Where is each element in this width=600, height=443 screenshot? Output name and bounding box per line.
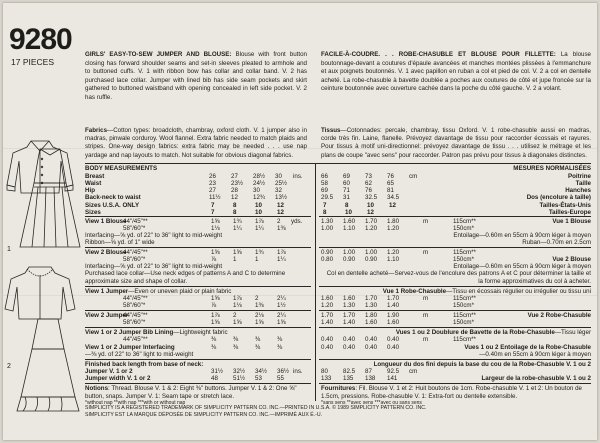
value-cell: 27 [231, 173, 238, 180]
fabric-width: 58"/60"* [123, 256, 146, 263]
value-cell: 62 [365, 180, 372, 187]
size-cell: 12 [367, 209, 374, 216]
view1-blouse-label: View 1 Blouse [85, 218, 127, 225]
yardage-cell: ⅜ [255, 344, 261, 351]
value-cell: 23½ [231, 180, 244, 187]
unit-cell: m [423, 312, 429, 319]
value-cell: 76 [387, 173, 394, 180]
rule [319, 383, 591, 384]
rule [85, 327, 311, 328]
size-cell: 12 [277, 202, 284, 209]
entoilage-robe-label: Vues 1 ou 2 Entoilage de la Robe-Chasuble [464, 344, 591, 351]
meter-cell: 0.40 [365, 336, 378, 343]
description-fr [321, 51, 591, 94]
value-cell: 28½ [253, 173, 266, 180]
unit-cell: yds. [291, 218, 303, 225]
meter-cell: 1.40 [321, 319, 334, 326]
piece-count: 17 PIECES [11, 57, 54, 67]
fabrics-text-en: —Cotton types: broadcloth, chambray, oxford cloth. V. 1 jumper also in madras, pinwale corduroy. Wool flannel. Extra fabric needed to match plaids and stripes. One-way design fabrics: extra fabric may be needed . . . use nap yardage and nap layouts to match. Not suitable for obvious diagonal fabrics. [85, 127, 307, 159]
value-cell: 60 [343, 180, 350, 187]
rule [85, 247, 311, 248]
rule [319, 310, 591, 311]
unit-cell: m [423, 218, 429, 225]
length-cell: 51½ [233, 375, 246, 382]
size-cell: 12 [389, 202, 396, 209]
meas-label: Hip [85, 187, 95, 194]
yardage-cell: 1⅝ [211, 249, 220, 256]
meter-cell: 0.40 [387, 336, 400, 343]
table-top-rule [85, 163, 591, 164]
value-cell: 13½ [275, 194, 288, 201]
yardage-cell: 1¾ [233, 218, 242, 225]
meter-cell: 1.40 [343, 319, 356, 326]
vue1-blouse-label: Vue 1 Blouse [552, 218, 591, 225]
yardage-cell: 1⅞ [255, 218, 264, 225]
meter-cell: 1.60 [343, 295, 356, 302]
notions-text-en: : Thread. Blouse V. 1 & 2: Eight ⅜" buttons. Jumper V. 1 & 2: One ⅝" button, snaps. Jumper V. 1: Seam tape or stretch lace. [85, 385, 297, 400]
description-en [85, 51, 307, 103]
body-measurements-heading: BODY MEASUREMENTS [85, 165, 158, 172]
fabric-width: 115cm** [453, 218, 476, 225]
meter-cell: 1.60 [321, 295, 334, 302]
meter-cell: 1.20 [387, 249, 400, 256]
view1-jumper-line [85, 288, 231, 296]
meter-cell: 1.70 [343, 312, 356, 319]
meter-cell: 1.20 [321, 302, 334, 309]
view1-jumper-label: View 1 Jumper [85, 288, 129, 295]
meter-cell: 0.40 [321, 336, 334, 343]
pattern-number: 9280 [9, 23, 72, 56]
fabric-width: 115cm** [453, 249, 476, 256]
fabrics-text-fr: —Cotonnades: percale, chambray, tissu Oxford. V. 1 robe-chasuble aussi en madras, corde très fin. Laine, flanelle. Prévoyez davantage de tissu pour raccorder écossais et rayures. Pour tissus à motif uni-directionnel: prévoyez davantage de tissu . . . utilisez le métrage et les plans de coupe "avec sens" pour raccorder. Patron pas prévu pour tissus à diagonales distinctes. [321, 127, 591, 159]
yardage-cell: 2¼ [277, 312, 286, 319]
copyright-line-en: SIMPLICITY IS A REGISTERED TRADEMARK OF SIMPLICITY PATTERN CO. INC.—PRINTED IN U.S.A. © 1989 SIMPLICITY PATTERN CO. INC. [85, 405, 427, 411]
yardage-cell: 1 [233, 256, 237, 263]
doublure-label: Vues 1 ou 2 Doublure de Bavette de la Robe-Chasuble [395, 329, 555, 336]
fournitures-text: : Fil. Blouse V. 1 et 2: Huit boutons de 1cm. Robe-chasuble V. 1 et 2: Un bouton de 1.5cm, pressions. Robe-chasuble V. 1: Extra-fort ou dentelle extensible. [321, 385, 582, 400]
notions-label-en: Notions [85, 385, 109, 392]
rule [85, 383, 311, 384]
length-cell: 133 [321, 375, 332, 382]
length-cell: 55 [277, 375, 284, 382]
sizes-usa-label-fr: Tailles-États-Unis [539, 202, 591, 209]
value-cell: 58 [321, 180, 328, 187]
fabric-width: 44"/45"** [123, 312, 148, 319]
yardage-cell: 1⅞ [277, 249, 286, 256]
unit-cell: cm [409, 173, 418, 180]
vue1-robe-note: —Tissu en écossais régulier ou irrégulier ou tissu uni [446, 288, 591, 295]
yardage-cell: 1⅛ [233, 302, 242, 309]
fabrics-label-fr: Tissus [321, 127, 341, 134]
meter-cell: 1.80 [387, 218, 400, 225]
fabric-width: 44"/45"** [123, 249, 148, 256]
pattern-envelope-back [3, 3, 597, 440]
meter-cell: 1.90 [387, 312, 400, 319]
meas-label: Dos (encolure à taille) [526, 194, 591, 201]
length-cell: 138 [365, 375, 376, 382]
yardage-cell: 1⅜ [277, 225, 286, 232]
meter-cell: 1.20 [365, 225, 378, 232]
unit-cell: ins. [293, 368, 303, 375]
meter-cell: 1.10 [343, 225, 356, 232]
size-cell: 7 [211, 209, 215, 216]
yardage-cell: 1⅜ [255, 302, 264, 309]
meter-cell: 0.40 [343, 344, 356, 351]
bib-lining-label: View 1 or 2 Jumper Bib Lining [85, 329, 174, 336]
meas-label: Breast [85, 173, 105, 180]
unit-cell: m [423, 295, 429, 302]
jumper-view1-illustration [13, 143, 87, 253]
yardage-cell: 1¼ [233, 225, 242, 232]
meter-cell: 0.40 [343, 336, 356, 343]
length-cell: 32½ [233, 368, 246, 375]
rule [319, 216, 591, 217]
meter-cell: 1.30 [343, 302, 356, 309]
copyright-line-fr: SIMPLICITY EST LA MARQUE DÉPOSÉE DE SIMPLICITY PATTERN CO. INC.—IMPRIMÉ AUX É.-U. [85, 411, 323, 418]
view2-lace-collar: Purchased lace collar—Use neck edges of patterns A and C to determine approximate size and shape of collar. [85, 270, 286, 285]
fabric-width: 150cm* [453, 319, 474, 326]
value-cell: 81 [387, 187, 394, 194]
value-cell: 28 [231, 187, 238, 194]
meter-cell: 1.70 [321, 312, 334, 319]
meter-cell: 1.60 [343, 218, 356, 225]
yardage-cell: 2 [233, 312, 237, 319]
yardage-cell: 1⅝ [233, 249, 242, 256]
meas-label: Hanches [565, 187, 591, 194]
yardage-cell: 1¼ [277, 256, 286, 263]
unit-cell: m [423, 336, 429, 343]
fabrics-en [85, 127, 307, 160]
meter-cell: 1.30 [321, 218, 334, 225]
value-cell: 69 [321, 187, 328, 194]
meter-cell: 0.40 [321, 344, 334, 351]
meas-label: Poitrine [567, 173, 591, 180]
size-cell: 8 [323, 209, 327, 216]
yardage-cell: 1⅝ [211, 319, 220, 326]
size-cell: 10 [255, 209, 262, 216]
value-cell: 12¾ [253, 194, 266, 201]
size-cell: 8 [345, 202, 349, 209]
column-divider [315, 163, 316, 401]
value-cell: 66 [321, 173, 328, 180]
fabric-width: 44"/45"** [123, 336, 148, 343]
yardage-cell: ⅜ [211, 336, 217, 343]
yardage-cell: 1⅝ [211, 295, 220, 302]
yardage-cell: 1½ [277, 302, 286, 309]
view2-blouse-label: View 2 Blouse [85, 249, 127, 256]
yardage-cell: 1⅝ [233, 319, 242, 326]
value-cell: 30 [275, 173, 282, 180]
header-en: GIRLS' EASY-TO-SEW JUMPER AND BLOUSE: [85, 51, 232, 58]
rule [319, 327, 591, 328]
fabric-width: 115cm** [453, 336, 476, 343]
yardage-cell: 2⅛ [255, 312, 264, 319]
view1-interfacing: Interfacing—⅝ yd. of 22" to 36" light to mid-weight [85, 232, 223, 239]
value-cell: 12 [231, 194, 238, 201]
fabrics-label-en: Fabrics [85, 127, 108, 134]
yardage-cell: ⅜ [277, 336, 283, 343]
meter-cell: 0.40 [365, 344, 378, 351]
size-cell: 7 [323, 202, 327, 209]
copyright-footer [85, 405, 426, 419]
yardage-cell: 1⅞ [233, 295, 242, 302]
value-cell: 25½ [275, 180, 288, 187]
yardage-cell: ⅞ [211, 256, 217, 263]
nap-legend-en: *without nap **with nap ***with or without nap [85, 400, 186, 406]
meter-cell: 1.20 [387, 225, 400, 232]
value-cell: 76 [365, 187, 372, 194]
longueur-heading: Longueur du dos fini depuis la base du cou de la Robe-Chasuble V. 1 ou 2 [373, 361, 591, 368]
bib-lining-line [85, 329, 228, 337]
yardage-cell: ⅜ [233, 344, 239, 351]
length-cell: 48 [211, 375, 218, 382]
length-cell: 141 [387, 375, 398, 382]
description-en-text: Blouse with front button closing has forward shoulder seams and set-in sleeves pleated to armhole and to buttoned cuffs. V. 1 with ribbon bow has collar and collar band. V. 2 has purchased lace collar. Jumper with lined bib has side seam pockets and skirt gathered to buttoned waistband with opening concealed in left side pocket. V. 2 has ruffle. [85, 51, 307, 101]
value-cell: 29.5 [321, 194, 334, 201]
value-cell: 73 [365, 173, 372, 180]
meter-cell: 1.00 [321, 225, 334, 232]
meas-label: Waist [85, 180, 102, 187]
meter-cell: 1.00 [365, 249, 378, 256]
meter-cell: 1.70 [365, 295, 378, 302]
value-cell: 24½ [253, 180, 266, 187]
meter-cell: 1.60 [387, 319, 400, 326]
meter-cell: 1.00 [343, 249, 356, 256]
fabric-width: 58"/60"* [123, 302, 146, 309]
size-cell: 8 [233, 209, 237, 216]
vue2-col: Col en dentelle acheté—Servez-vous de l'encolure des patrons A et C pour déterminer la taille et la forme approximatives du col à acheter. [326, 270, 591, 285]
value-cell: 71 [343, 187, 350, 194]
vue2-entoilage: Entoilage—0.60m en 55cm à 90cm léger à moyen [453, 263, 591, 270]
yardage-cell: 1⅝ [211, 218, 220, 225]
value-cell: 65 [387, 180, 394, 187]
meter-cell: 0.80 [321, 256, 334, 263]
meter-cell: 1.70 [365, 218, 378, 225]
length-cell: 34½ [255, 368, 268, 375]
rule [319, 359, 591, 360]
unit-cell: ins. [293, 173, 303, 180]
vue2-blouse-label: Vue 2 Blouse [552, 256, 591, 263]
fabric-width: 58"/60"* [123, 319, 146, 326]
rule [319, 286, 591, 287]
length-cell: 135 [343, 375, 354, 382]
vue1-robe-label: Vue 1 Robe-Chasuble [382, 288, 447, 295]
yardage-cell: 1 [255, 256, 259, 263]
meter-cell: 1.10 [387, 256, 400, 263]
rule [85, 359, 311, 360]
meas-label: Taille [575, 180, 591, 187]
length-cell: 87 [365, 368, 372, 375]
jumper-interfacing-label: View 1 or 2 Jumper Interfacing [85, 344, 175, 351]
value-cell: 69 [343, 173, 350, 180]
value-cell: 11½ [209, 194, 221, 201]
fabric-width: 115cm** [453, 312, 476, 319]
fabric-width: 58"/60"* [123, 225, 146, 232]
yardage-cell: ⅞ [211, 302, 217, 309]
vue1-robe-line [383, 288, 591, 296]
meter-cell: 0.90 [321, 249, 334, 256]
fabric-width: 115cm** [453, 295, 476, 302]
vue1-entoilage: Entoilage—0.60m en 55cm à 90cm léger à moyen [453, 232, 591, 239]
unit-cell: cm [409, 368, 418, 375]
nap-legend-fr: *sans sens **avec sens ***avec ou sans sens [321, 400, 422, 406]
length-cell: 53 [255, 375, 262, 382]
value-cell: 23 [209, 180, 216, 187]
sizes-label: Sizes [85, 209, 101, 216]
unit-cell: m [423, 249, 429, 256]
meter-cell: 1.80 [365, 312, 378, 319]
size-cell: 8 [233, 202, 237, 209]
meter-cell: 0.90 [343, 256, 356, 263]
length-cell: 82.5 [343, 368, 356, 375]
yardage-cell: 2¼ [277, 295, 286, 302]
vue2-robe-label: Vue 2 Robe-Chasuble [527, 312, 591, 319]
meter-cell: 0.40 [387, 344, 400, 351]
fabric-width: 44"/45"** [123, 218, 148, 225]
yardage-cell: ⅜ [211, 344, 217, 351]
largeur-label: Largeur de la robe-chasuble V. 1 ou 2 [481, 375, 591, 382]
view1-ribbon: Ribbon—⅝ yd. of 1" wide [85, 239, 155, 246]
yardage-cell: 1⅝ [255, 319, 264, 326]
yardage-cell: 1⅝ [277, 319, 286, 326]
doublure-note: —Tissu léger [554, 329, 591, 336]
length-cell: 36½ [277, 368, 290, 375]
jumper-interfacing-note: —⅜ yd. of 22" to 36" light to mid-weight [85, 351, 194, 358]
yardage-cell: 2 [255, 295, 259, 302]
meter-cell: 0.90 [365, 256, 378, 263]
yardage-cell: ⅜ [277, 344, 283, 351]
view2-jumper-label: View 2 Jumper [85, 312, 129, 319]
finished-row-label: Jumper width V. 1 or 2 [85, 375, 151, 382]
fabric-width: 150cm* [453, 302, 474, 309]
fournitures-label: Fournitures [321, 385, 356, 392]
fabrics-fr [321, 127, 591, 160]
value-cell: 27 [209, 187, 216, 194]
view1-jumper-note: —Even or uneven plaid or plain fabric [128, 288, 232, 295]
value-cell: 30 [253, 187, 260, 194]
size-cell: 12 [277, 209, 284, 216]
meter-cell: 1.60 [365, 319, 378, 326]
fournitures [321, 385, 591, 400]
value-cell: 32 [275, 187, 282, 194]
entoilage-robe-note: —0.40m en 55cm à 90cm léger à moyen [479, 351, 591, 358]
sizes-label-fr: Tailles-Europe [548, 209, 591, 216]
header-fr: FACILE-À-COUDRE. . . ROBE-CHASUBLE ET BLOUSE POUR FILLETTE: [321, 51, 556, 58]
rule [319, 247, 591, 248]
fabric-width: 150cm* [453, 256, 474, 263]
length-cell: 31½ [211, 368, 224, 375]
meter-cell: 1.70 [387, 295, 400, 302]
fabric-width: 150cm* [453, 225, 474, 232]
size-cell: 7 [211, 202, 215, 209]
meter-cell: 1.40 [387, 302, 400, 309]
sizes-usa-label: Sizes U.S.A. ONLY [85, 202, 140, 209]
value-cell: 32.5 [365, 194, 378, 201]
size-cell: 10 [367, 202, 374, 209]
length-cell: 92.5 [387, 368, 400, 375]
length-cell: 80 [321, 368, 328, 375]
fabric-width: 44"/45"** [123, 295, 148, 302]
rule [85, 310, 311, 311]
meas-label: Back-neck to waist [85, 194, 141, 201]
value-cell: 26 [209, 173, 216, 180]
finished-row-label: Jumper V. 1 or 2 [85, 368, 133, 375]
value-cell: 31 [343, 194, 350, 201]
jumper-view2-illustration [11, 315, 85, 415]
mesures-heading: MESURES NORMALISÉES [513, 165, 591, 172]
rule [85, 286, 311, 287]
yardage-cell: 1⅞ [211, 312, 220, 319]
yardage-cell: ⅜ [255, 336, 261, 343]
view-number: 1 [7, 246, 11, 253]
finished-back-heading: Finished back length from base of neck: [85, 361, 204, 368]
size-cell: 10 [345, 209, 352, 216]
value-cell: 34.5 [387, 194, 400, 201]
yardage-cell: 1⅛ [211, 225, 220, 232]
size-cell: 10 [255, 202, 262, 209]
yardage-cell: 2 [277, 218, 281, 225]
yardage-cell: ⅜ [233, 336, 239, 343]
view2-interfacing: Interfacing—⅝ yd. of 22" to 36" light to mid-weight [85, 263, 223, 270]
bib-lining-note: —Lightweight fabric [173, 329, 228, 336]
meter-cell: 1.30 [365, 302, 378, 309]
vue1-ruban: Ruban—0.70m en 2.5cm [522, 239, 591, 246]
notions-en [85, 385, 311, 400]
view-number: 2 [7, 363, 11, 370]
description-fr-text: La blouse boutonnage-devant a coutures d'épaule avancées et manches montées plissées à l'emmanchure et aux poignets boutonnés. V. 1 avec papillon en ruban a col et pied de col. V. 2 a col en dentelle acheté. La robe-chasuble à bavette doublée a poches aux coutures de côté et jupe froncée sur la ceinture boutonnée avec ouverture cachée dans la poche du côté gauche. V. 2 a volant. [321, 51, 591, 93]
yardage-cell: 1¾ [255, 249, 264, 256]
yardage-cell: 1¼ [255, 225, 264, 232]
